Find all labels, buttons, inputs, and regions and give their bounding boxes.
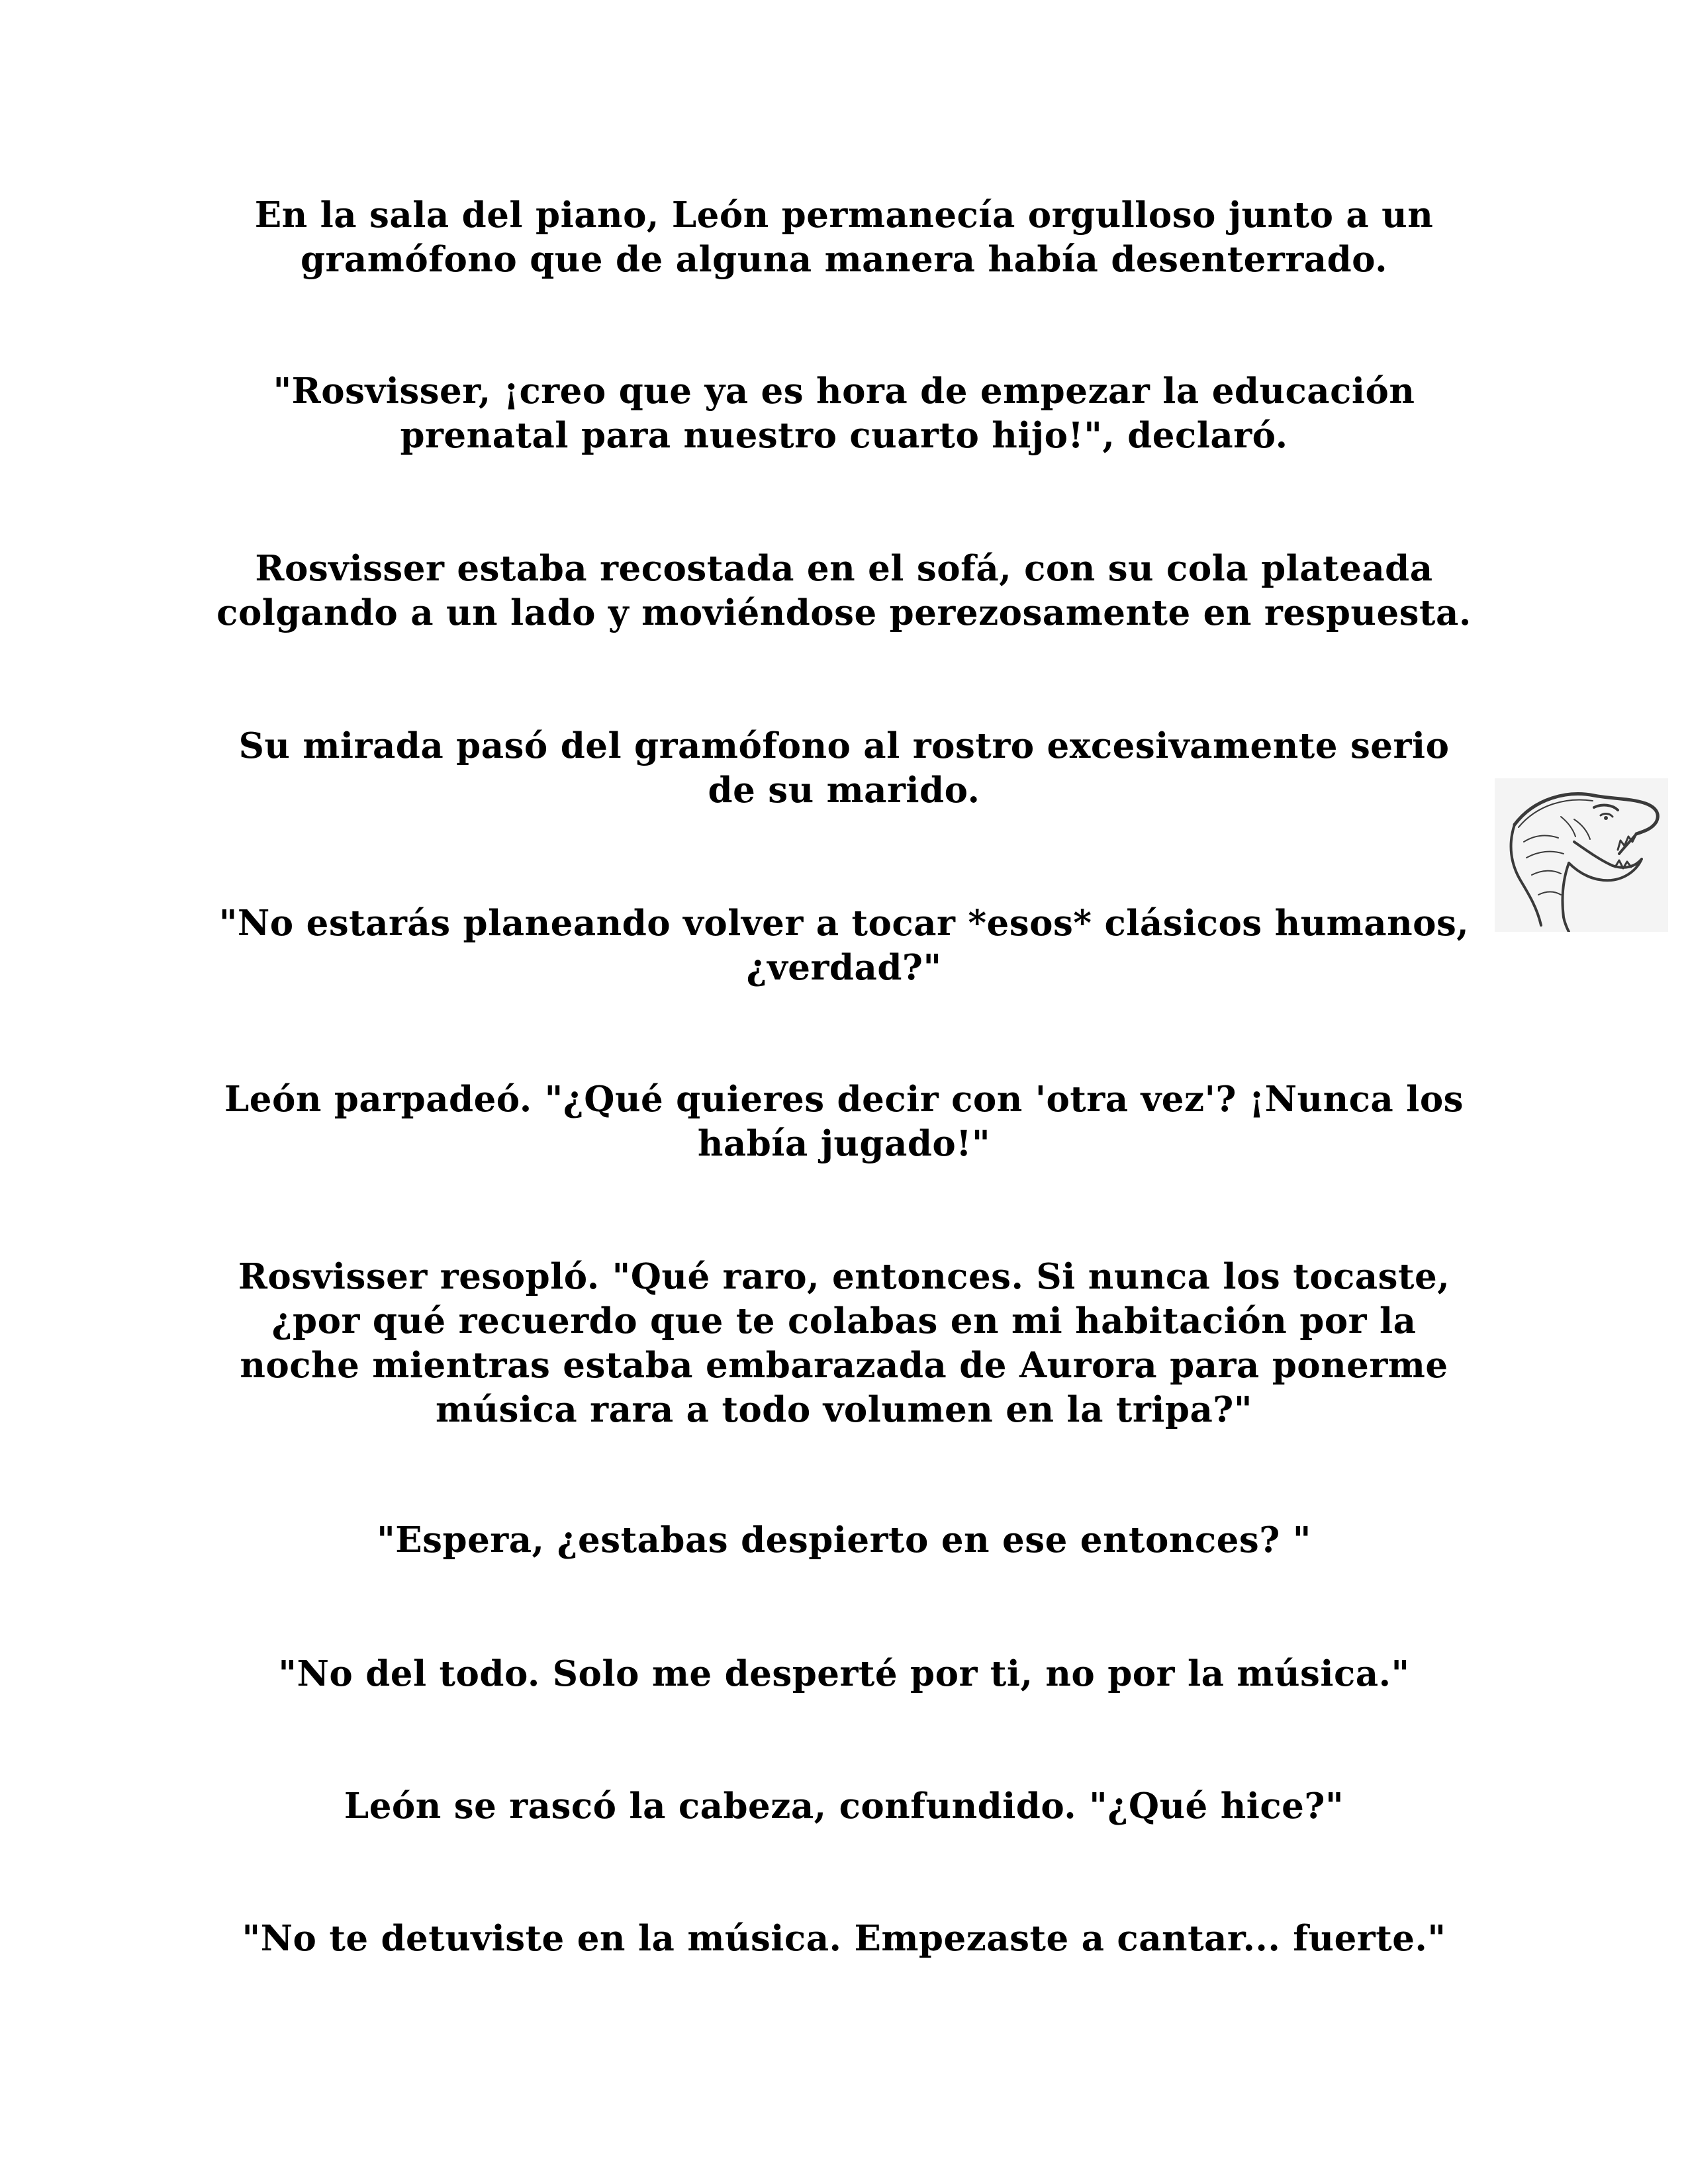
paragraph-1: En la sala del piano, León permanecía orgulloso junto a un gramófono que de alguna manera había desenterrado. bbox=[254, 195, 1434, 280]
paragraph-10: León se rascó la cabeza, confundido. "¿Qué hice?" bbox=[344, 1786, 1344, 1827]
paragraph-4: Su mirada pasó del gramófono al rostro excesivamente serio de su marido. bbox=[238, 725, 1450, 811]
dinosaur-head-sketch-icon bbox=[1495, 778, 1668, 932]
paragraph-5: "No estarás planeando volver a tocar *esos* clásicos humanos, ¿verdad?" bbox=[218, 903, 1470, 988]
paragraph-11: "No te detuviste en la música. Empezaste a cantar... fuerte." bbox=[242, 1918, 1446, 1959]
paragraph-7: Rosvisser resopló. "Qué raro, entonces. Si nunca los tocaste, ¿por qué recuerdo que te colabas en mi habitación por la noche mientras estaba embarazada de Aurora para ponerme música rara a todo volumen en la tripa?" bbox=[238, 1256, 1450, 1430]
paragraph-2: "Rosvisser, ¡creo que ya es hora de empezar la educación prenatal para nuestro cuarto hijo!", declaró. bbox=[273, 371, 1415, 456]
paragraph-3: Rosvisser estaba recostada en el sofá, con su cola plateada colgando a un lado y moviéndose perezosamente en respuesta. bbox=[216, 548, 1472, 633]
paragraph-9: "No del todo. Solo me desperté por ti, no por la música." bbox=[278, 1653, 1410, 1694]
paragraph-8: "Espera, ¿estabas despierto en ese entonces? " bbox=[377, 1520, 1311, 1561]
paragraph-6: León parpadeó. "¿Qué quieres decir con 'otra vez'? ¡Nunca los había jugado!" bbox=[224, 1079, 1464, 1164]
